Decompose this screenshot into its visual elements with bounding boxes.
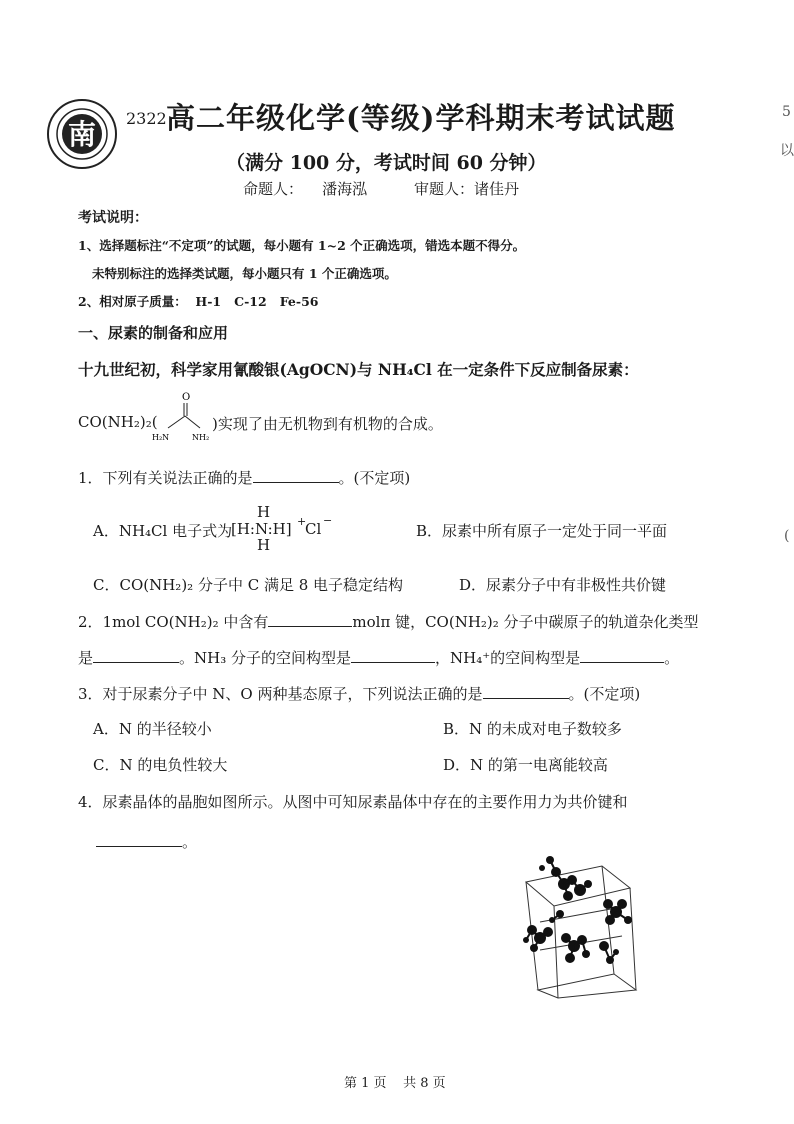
q1-option-d: D．尿素分子中有非极性共价键 <box>459 576 667 594</box>
svg-text:南: 南 <box>67 118 97 151</box>
urea-formula-tail: )实现了由无机物到有机物的合成。 <box>212 415 443 433</box>
q1-stem-tail: 。(不定项) <box>338 469 411 487</box>
q2-line1 <box>78 611 699 632</box>
q1-formula-clcharge: − <box>323 514 333 527</box>
section-intro: 十九世纪初，科学家用氰酸银(AgOCN)与 NH₄Cl 在一定条件下反应制备尿素： <box>78 360 639 379</box>
q3-option-a: A．N 的半径较小 <box>93 720 212 738</box>
edge-mark-3: ( <box>784 528 790 544</box>
q2-blank-4[interactable] <box>580 648 664 663</box>
instruction-1b: 未特别标注的选择类试题，每小题只有 1 个正确选项。 <box>92 266 397 281</box>
urea-structure <box>152 390 214 442</box>
q3-option-b: B．N 的未成对电子数较多 <box>443 720 622 738</box>
edge-mark-1: 5 <box>782 104 791 120</box>
exam-code: 2322 <box>126 109 167 128</box>
q1-formula-cl: Cl <box>305 520 322 538</box>
q2-line2-a: 是 <box>78 649 94 667</box>
q2-line2 <box>78 647 679 668</box>
q4-tail: 。 <box>182 833 198 851</box>
urea-unit-cell-figure <box>512 850 652 1000</box>
q3-stem-text: 3．对于尿素分子中 N、O 两种基态原子，下列说法正确的是 <box>78 685 483 703</box>
struct-right: NH₂ <box>192 433 210 442</box>
q2-line2-b: 。NH₃ 分子的空间构型是 <box>179 649 352 667</box>
reviewer: 审题人：诸佳丹 <box>414 180 520 198</box>
q1-option-a: A．NH₄Cl 电子式为 <box>93 522 233 540</box>
instruction-2: 2、相对原子质量： H-1 C-12 Fe-56 <box>78 294 319 309</box>
struct-left: H₂N <box>152 433 170 442</box>
author: 命题人： 潘海泓 <box>243 180 368 198</box>
q1-option-b: B．尿素中所有原子一定处于同一平面 <box>416 522 668 540</box>
section-heading: 一、尿素的制备和应用 <box>78 324 229 342</box>
instruction-1: 1、选择题标注“不定项”的试题，每小题有 1~2 个正确选项，错选本题不得分。 <box>78 238 526 253</box>
q2-blank-3[interactable] <box>351 648 435 663</box>
page-number: 第 1 页 共 8 页 <box>344 1076 446 1091</box>
q1-stem <box>78 467 410 488</box>
q2-blank-1[interactable] <box>268 612 352 627</box>
q2-line2-d: 。 <box>664 649 680 667</box>
q4-line2 <box>96 831 197 852</box>
q4-stem: 4．尿素晶体的晶胞如图所示。从图中可知尿素晶体中存在的主要作用力为共价键和 <box>78 793 628 811</box>
school-logo <box>46 98 118 170</box>
q3-stem <box>78 683 640 704</box>
q4-answer-blank[interactable] <box>96 832 182 847</box>
q3-option-c: C．N 的电负性较大 <box>93 756 228 774</box>
page-title: 高二年级化学(等级)学科期末考试试题 <box>166 101 676 135</box>
exam-subtitle: （满分 100 分，考试时间 60 分钟） <box>226 152 547 174</box>
instructions-heading: 考试说明： <box>78 210 148 226</box>
logo-text <box>20 76 38 77</box>
q1-answer-blank[interactable] <box>253 468 339 483</box>
q2-line1-b: molπ 键，CO(NH₂)₂ 分子中碳原子的轨道杂化类型 <box>352 613 699 631</box>
q1-h-bottom: H <box>257 536 271 554</box>
q3-stem-tail: 。(不定项) <box>568 685 641 703</box>
q2-line1-a: 2．1mol CO(NH₂)₂ 中含有 <box>78 613 269 631</box>
q1-h-top: H <box>257 503 271 521</box>
urea-formula: CO(NH₂)₂( <box>78 413 158 431</box>
q1-formula-main: [H:N:H] <box>231 520 292 538</box>
q3-option-d: D．N 的第一电离能较高 <box>443 756 608 774</box>
struct-o: O <box>182 392 191 403</box>
q3-answer-blank[interactable] <box>483 684 569 699</box>
q1-formula-charge: + <box>297 515 307 528</box>
q2-line2-c: ，NH₄⁺的空间构型是 <box>435 649 581 667</box>
q2-blank-2[interactable] <box>93 648 179 663</box>
q1-stem-text: 1．下列有关说法正确的是 <box>78 469 253 487</box>
q1-option-c: C．CO(NH₂)₂ 分子中 C 满足 8 电子稳定结构 <box>93 576 404 594</box>
q1-electron-formula <box>231 503 331 553</box>
edge-mark-2: 以 <box>780 143 794 159</box>
